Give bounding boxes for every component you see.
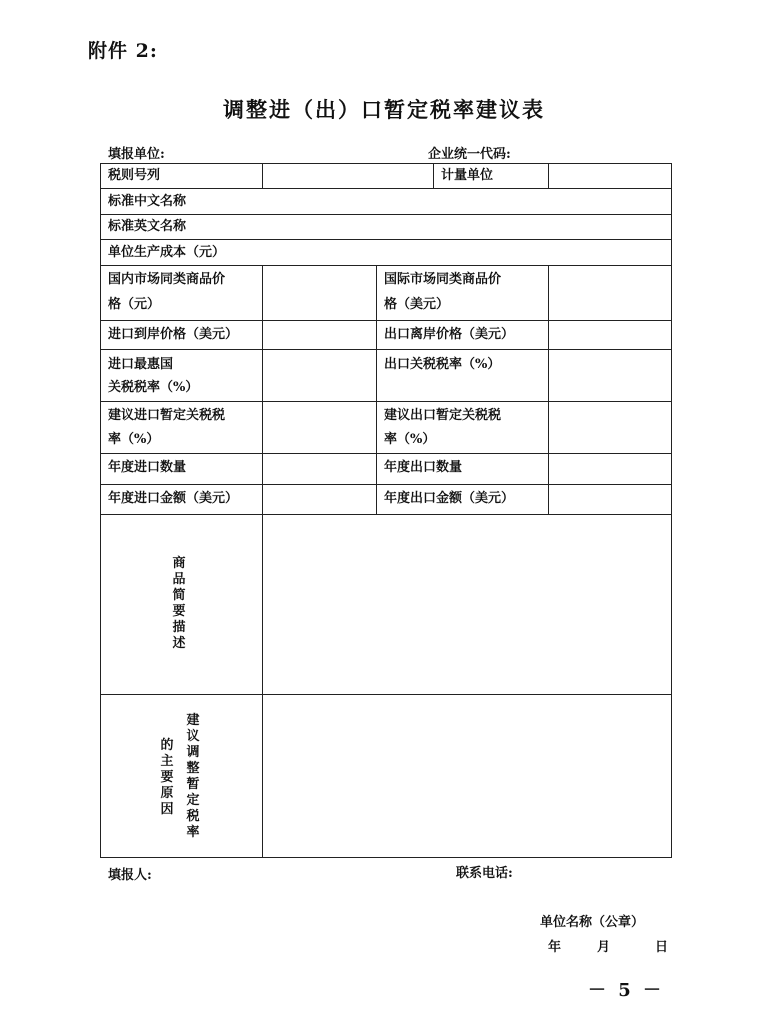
rule: [100, 514, 672, 515]
domestic-price-label-2: 格（元）: [108, 297, 161, 312]
phone-label: 联系电话:: [456, 866, 513, 881]
main-reason-label-col1: 的主要原因: [160, 738, 174, 817]
cn-name-label: 标准中文名称: [108, 194, 187, 209]
rule: [262, 163, 263, 188]
domestic-price-label-1: 国内市场同类商品价: [108, 272, 226, 287]
tariff-number-label: 税则号列: [108, 168, 161, 183]
rule: [100, 320, 672, 321]
filled-by-label: 填报人:: [108, 868, 152, 883]
intl-price-label-1: 国际市场同类商品价: [384, 272, 502, 287]
attachment-label: 附件 2:: [88, 40, 158, 62]
rule: [100, 453, 672, 454]
day-label: 日: [655, 940, 669, 955]
filling-unit-label: 填报单位:: [108, 147, 165, 162]
year-label: 年: [548, 940, 562, 955]
month-label: 月: [597, 940, 611, 955]
rule: [100, 163, 101, 858]
rule: [100, 163, 672, 164]
main-reason-label-col2: 建议调整暂定税率: [186, 713, 200, 840]
rule: [671, 163, 672, 858]
rule: [100, 484, 672, 485]
form-title: 调整进（出）口暂定税率建议表: [223, 97, 545, 122]
unit-cost-label: 单位生产成本（元）: [108, 245, 226, 260]
rule: [433, 163, 434, 188]
annual-import-qty-label: 年度进口数量: [108, 460, 187, 475]
enterprise-code-label: 企业统一代码:: [428, 147, 511, 162]
rule: [262, 265, 263, 858]
proposed-export-label-1: 建议出口暂定关税税: [384, 408, 502, 423]
en-name-label: 标准英文名称: [108, 219, 187, 234]
rule: [548, 163, 549, 188]
export-duty-label: 出口关税税率（%）: [384, 357, 501, 372]
import-mfn-label-1: 进口最惠国: [108, 357, 174, 372]
rule: [548, 265, 549, 514]
intl-price-label-2: 格（美元）: [384, 297, 450, 312]
unit-seal-label: 单位名称（公章）: [540, 915, 645, 930]
proposed-import-label-2: 率（%）: [108, 432, 160, 447]
rule: [100, 349, 672, 350]
proposed-import-label-1: 建议进口暂定关税税: [108, 408, 226, 423]
import-mfn-label-2: 关税税率（%）: [108, 380, 199, 395]
rule: [100, 694, 672, 695]
proposed-export-label-2: 率（%）: [384, 432, 436, 447]
product-description-label: 商品简要描述: [172, 556, 186, 651]
annual-export-qty-label: 年度出口数量: [384, 460, 463, 475]
import-cif-label: 进口到岸价格（美元）: [108, 327, 239, 342]
export-fob-label: 出口离岸价格（美元）: [384, 327, 515, 342]
rule: [100, 265, 672, 266]
measurement-unit-label: 计量单位: [441, 168, 494, 183]
annual-export-amt-label: 年度出口金额（美元）: [384, 491, 515, 506]
rule: [100, 401, 672, 402]
rule: [376, 265, 377, 514]
form-table: [100, 163, 672, 858]
page-number: － 5 －: [587, 980, 664, 1001]
annual-import-amt-label: 年度进口金额（美元）: [108, 491, 239, 506]
rule: [100, 857, 672, 858]
